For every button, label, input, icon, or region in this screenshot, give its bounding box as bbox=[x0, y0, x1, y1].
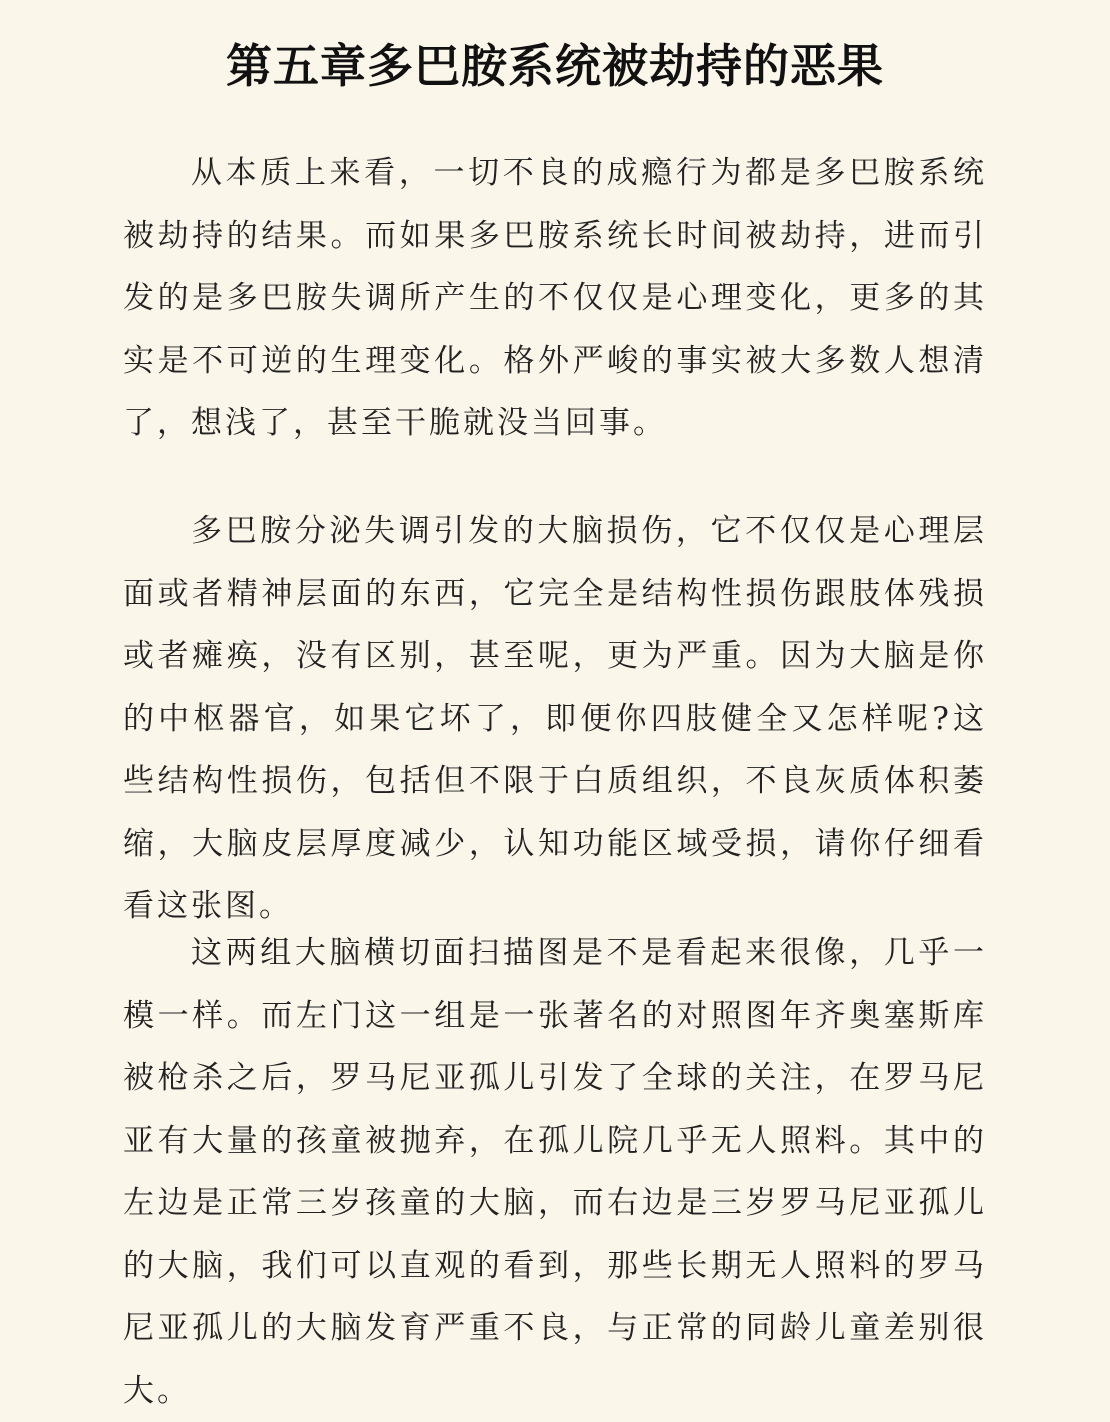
paragraph-2: 多巴胺分泌失调引发的大脑损伤，它不仅仅是心理层面或者精神层面的东西，它完全是结构性损伤跟肢体残损或者瘫痪，没有区别，甚至呢，更为严重。因为大脑是你的中枢器官，如果它坏了，即便你四肢健全又怎样呢?这些结构性损伤，包括但不限于白质组织，不良灰质体积萎缩，大脑皮层厚度减少，认知功能区域受损，请你仔细看看这张图。 bbox=[123, 513, 987, 924]
paragraph-1: 从本质上来看，一切不良的成瘾行为都是多巴胺系统被劫持的结果。而如果多巴胺系统长时间被劫持，进而引发的是多巴胺失调所产生的不仅仅是心理变化，更多的其实是不可逆的生理变化。格外严峻的事实被大多数人想清了，想浅了，甚至干脆就没当回事。 bbox=[123, 155, 987, 441]
paragraph-3: 这两组大脑横切面扫描图是不是看起来很像，几乎一模一样。而左门这一组是一张著名的对照图年齐奥塞斯库被枪杀之后，罗马尼亚孤儿引发了全球的关注，在罗马尼亚有大量的孩童被抛弃，在孤儿院几乎无人照料。其中的左边是正常三岁孩童的大脑，而右边是三岁罗马尼亚孤儿的大脑，我们可以直观的看到，那些长期无人照料的罗马尼亚孤儿的大脑发育严重不良，与正常的同龄儿童差别很大。 bbox=[123, 935, 987, 1409]
chapter-title: 第五章多巴胺系统被劫持的恶果 bbox=[226, 39, 884, 93]
